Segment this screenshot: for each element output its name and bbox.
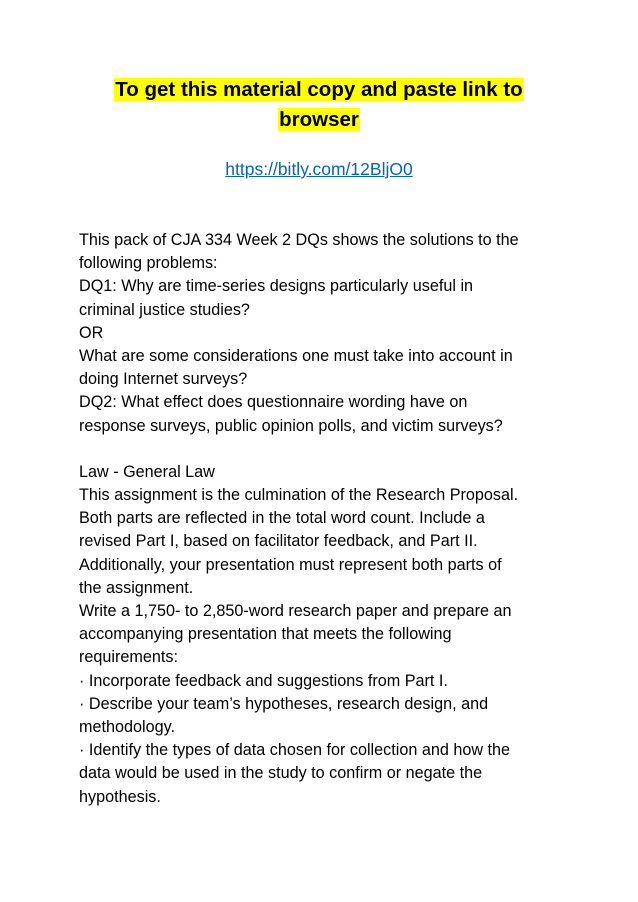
requirement-bullet-continued: data would be used in the study to confirm or negate the <box>79 764 483 783</box>
intro-line: following problems: <box>79 254 218 273</box>
section-heading: Law - General Law <box>79 462 215 481</box>
title-line-2: browser <box>279 108 359 131</box>
download-link[interactable]: https://bitly.com/12BljO0 <box>225 159 413 179</box>
assignment-line: This assignment is the culmination of the Research Proposal. <box>79 486 519 505</box>
assignment-line: revised Part I, based on facilitator feedback, and Part II. <box>79 532 478 551</box>
dq2-question: DQ2: What effect does questionnaire wording have on <box>79 393 468 412</box>
requirement-bullet-continued: hypothesis. <box>79 787 161 806</box>
paragraph-spacer <box>79 438 579 461</box>
title-line-1: To get this material copy and paste link to <box>115 78 523 101</box>
assignment-line: Additionally, your presentation must represent both parts of <box>79 555 502 574</box>
intro-line: This pack of CJA 334 Week 2 DQs shows the solutions to the <box>79 231 519 249</box>
dq1-question: criminal justice studies? <box>79 300 250 319</box>
requirement-bullet: · Describe your team’s hypotheses, research design, and <box>79 694 489 713</box>
requirement-bullet: · Identify the types of data chosen for collection and how the <box>79 741 511 760</box>
alt-question: doing Internet surveys? <box>79 370 248 389</box>
dq2-question: response surveys, public opinion polls, and victim surveys? <box>79 416 503 435</box>
intro-section <box>79 229 579 438</box>
alt-question: What are some considerations one must take into account in <box>79 346 513 365</box>
dq1-question: DQ1: Why are time-series designs particularly useful in <box>79 277 474 296</box>
assignment-line: the assignment. <box>79 578 194 597</box>
assignment-line: accompanying presentation that meets the following <box>79 625 452 644</box>
or-separator: OR <box>79 323 104 342</box>
document-body <box>79 229 579 809</box>
requirement-bullet: · Incorporate feedback and suggestions from Part I. <box>79 671 448 690</box>
assignment-line: Both parts are reflected in the total word count. Include a <box>79 509 485 528</box>
assignment-line: requirements: <box>79 648 178 667</box>
assignment-section <box>79 461 579 809</box>
requirement-bullet-continued: methodology. <box>79 717 175 736</box>
page-title <box>60 75 578 135</box>
assignment-line: Write a 1,750- to 2,850-word research paper and prepare an <box>79 602 512 620</box>
